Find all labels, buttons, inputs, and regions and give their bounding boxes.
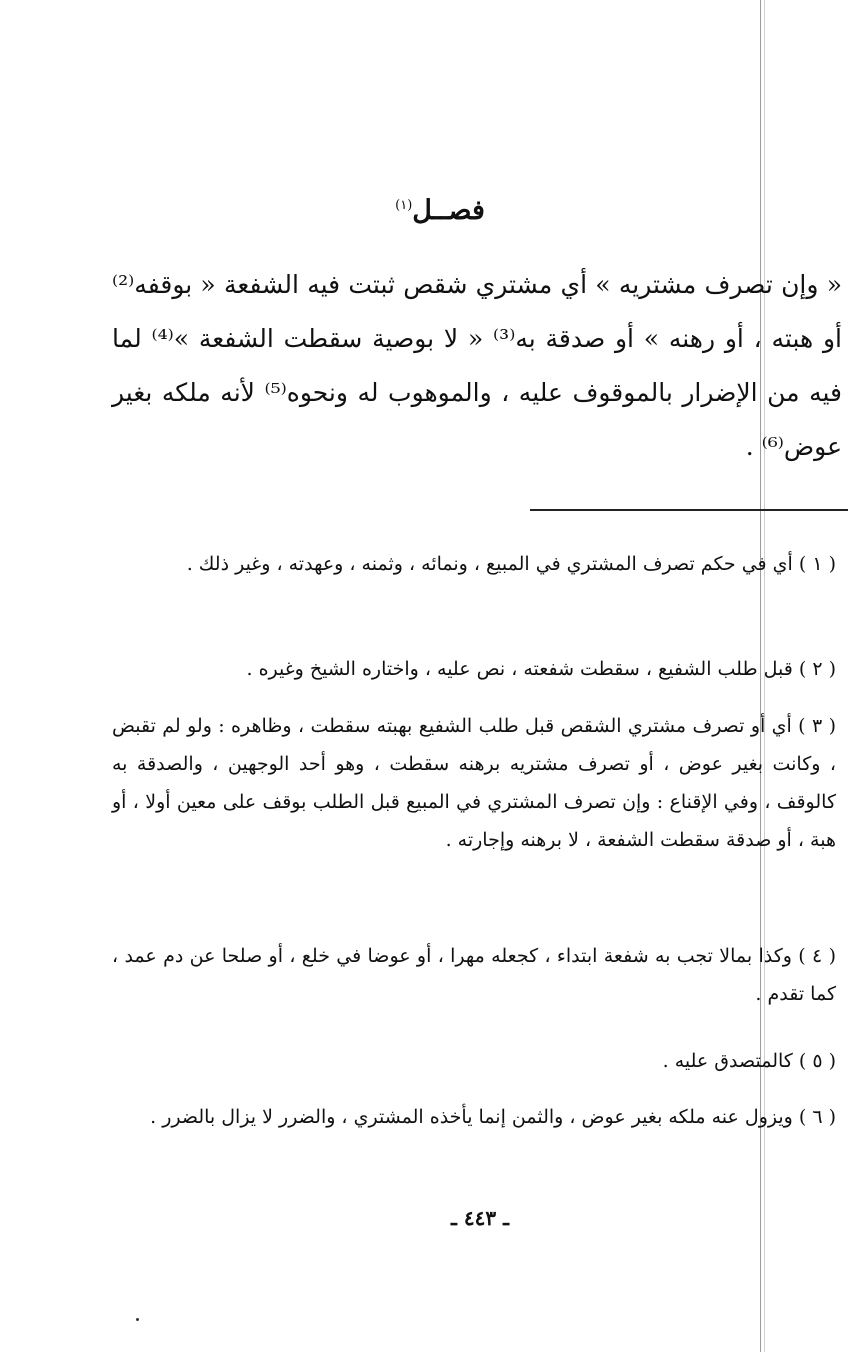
footnote-1: ( ١ ) أي في حكم تصرف المشتري في المبيع ، ونمائه ، وثمنه ، وعهدته ، وغير ذلك . (186, 553, 836, 575)
footnote-4: ( ٤ ) وكذا بمالا تجب به شفعة ابتداء ، كجعله مهرا ، أو عوضا في خلع ، أو صلحا عن دم عمد ، كما تقدم . (112, 945, 837, 1005)
footnote-5: ( ٥ ) كالمتصدق عليه . (662, 1050, 836, 1072)
footnote-separator (530, 509, 848, 511)
section-heading (300, 195, 580, 226)
scan-speck (136, 1318, 139, 1321)
section-heading-text: فصــل (412, 195, 485, 226)
section-heading-note: (١) (395, 198, 413, 213)
main-text: « وإن تصرف مشتريه » أي مشتري شقص ثبتت فيه الشفعة « بوقفه⁽²⁾ أو هبته ، أو رهنه » أو صدقة به⁽³⁾ « لا بوصية سقطت الشفعة »⁽⁴⁾ لما فيه من الإضرار بالموقوف عليه ، والموهوب له ونحوه⁽⁵⁾ لأنه ملكه بغير عوض⁽⁶⁾ . (112, 270, 842, 461)
footnote-3: ( ٣ ) أي أو تصرف مشتري الشقص قبل طلب الشفيع بهبته سقطت ، وظاهره : ولو لم تقبض ، وكانت بغير عوض ، أو تصرف مشتريه برهنه سقطت ، وهو أحد الوجهين ، والصدقة به كالوقف ، وفي الإقناع : وإن تصرف المشتري في المبيع قبل الطلب بوقف على معين أولا ، أو هبة ، أو صدقة سقطت الشفعة ، لا برهنه وإجارته . (112, 715, 836, 851)
page-number: ـ ٤٤٣ ـ (451, 1206, 509, 1230)
footnote-6: ( ٦ ) ويزول عنه ملكه بغير عوض ، والثمن إنما يأخذه المشتري ، والضرر لا يزال بالضرر . (150, 1106, 836, 1128)
footnote-2: ( ٢ ) قبل طلب الشفيع ، سقطت شفعته ، نص عليه ، واختاره الشيخ وغيره . (246, 658, 836, 680)
